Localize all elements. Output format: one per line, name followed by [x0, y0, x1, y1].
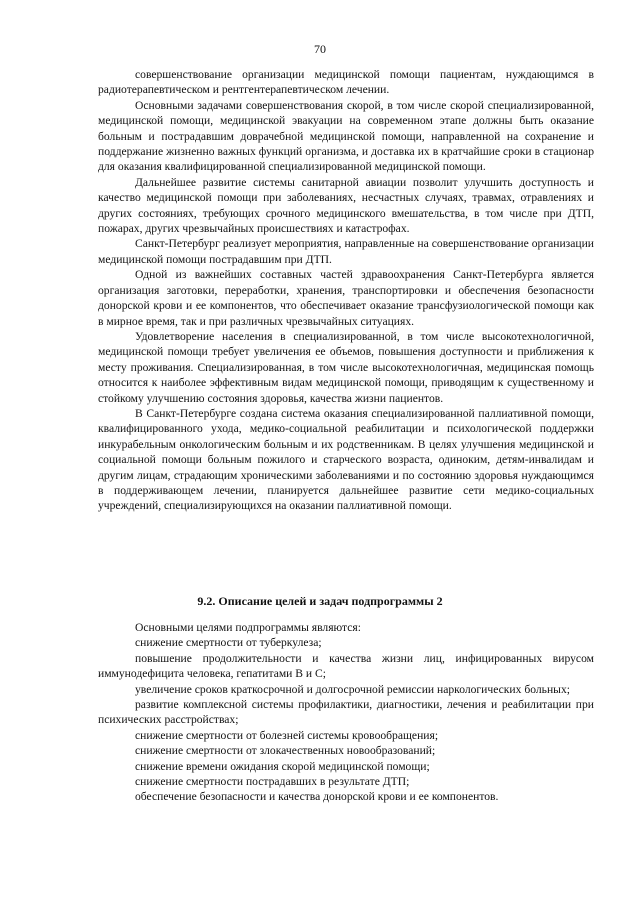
body-section-1	[98, 67, 594, 514]
paragraph: В Санкт-Петербурге создана система оказания специализированной паллиативной помощи, квалифицированного ухода, медико-социальной реабилитации и психологической поддержки инкурабельным онкологическим больным и их родственникам. В целях улучшения медицинской и социальной помощи больным пожилого и старческого возраста, одиноким, детям-инвалидам и другим лицам, страдающим хроническими заболеваниями и по состоянию здоровья нуждающимся в поддерживающем лечении, планируется дальнейшее развитие сети медико-социальных учреждений, специализирующихся на оказании паллиативной помощи.	[98, 406, 594, 513]
paragraph: совершенствование организации медицинской помощи пациентам, нуждающимся в радиотерапевтическом и рентгентерапевтическом лечении.	[98, 68, 594, 97]
paragraph: Одной из важнейших составных частей здравоохранения Санкт-Петербурга является организация заготовки, переработки, хранения, транспортировки и обеспечения безопасности донорской крови и ее компонентов, что обеспечивает оказание трансфузиологической помощи как в мирное время, так и при различных чрезвычайных ситуациях.	[98, 268, 594, 328]
list-item: снижение смертности от туберкулеза;	[135, 636, 322, 650]
list-item: увеличение сроков краткосрочной и долгосрочной ремиссии наркологических больных;	[135, 682, 570, 696]
list-item: повышение продолжительности и качества жизни лиц, инфицированных вирусом иммунодефицита человека, гепатитами В и С;	[98, 651, 594, 681]
list-item: развитие комплексной системы профилактики, диагностики, лечения и реабилитации при психических расстройствах;	[98, 698, 594, 727]
paragraph: Санкт-Петербург реализует мероприятия, направленные на совершенствование организации медицинской помощи пострадавшим при ДТП.	[98, 237, 594, 266]
list-item: обеспечение безопасности и качества донорской крови и ее компонентов.	[135, 790, 499, 804]
paragraph: Основными задачами совершенствования скорой, в том числе скорой специализированной, медицинской помощи, медицинской эвакуации на современном этапе должны быть оказание больным и пострадавшим доврачебной медицинской помощи, направленной на сохранение и поддержание жизненно важных функций организма, и доставка их в кратчайшие сроки в стационар для оказания квалифицированной специализированной медицинской помощи.	[98, 98, 594, 174]
list-item: снижение смертности пострадавших в результате ДТП;	[135, 775, 410, 789]
section-heading: 9.2. Описание целей и задач подпрограммы 2	[197, 594, 443, 608]
list-item: снижение смертности от злокачественных новообразований;	[135, 744, 436, 758]
page-number: 70	[314, 42, 326, 56]
list-intro: Основными целями подпрограммы являются:	[135, 621, 361, 634]
paragraph: Удовлетворение населения в специализированной, в том числе высокотехнологичной, медицинской помощи требует увеличения ее объемов, повышения доступности и приближения к месту проживания. Специализированная, в том числе высокотехнологичная, медицинская помощь относится к наиболее эффективным видам медицинской помощи, приводящим к существенному и стойкому улучшению состояния здоровья, качества жизни пациентов.	[98, 329, 594, 405]
list-item: снижение смертности от болезней системы кровообращения;	[135, 728, 439, 742]
goals-list	[98, 620, 594, 805]
list-item: снижение времени ожидания скорой медицинской помощи;	[135, 759, 430, 773]
paragraph: Дальнейшее развитие системы санитарной авиации позволит улучшить доступность и качество медицинской помощи при заболеваниях, несчастных случаях, травмах, отравлениях и других состояниях, требующих срочного медицинского вмешательства, в том числе при ДТП, пожарах, других чрезвычайных происшествиях и катастрофах.	[98, 175, 594, 236]
